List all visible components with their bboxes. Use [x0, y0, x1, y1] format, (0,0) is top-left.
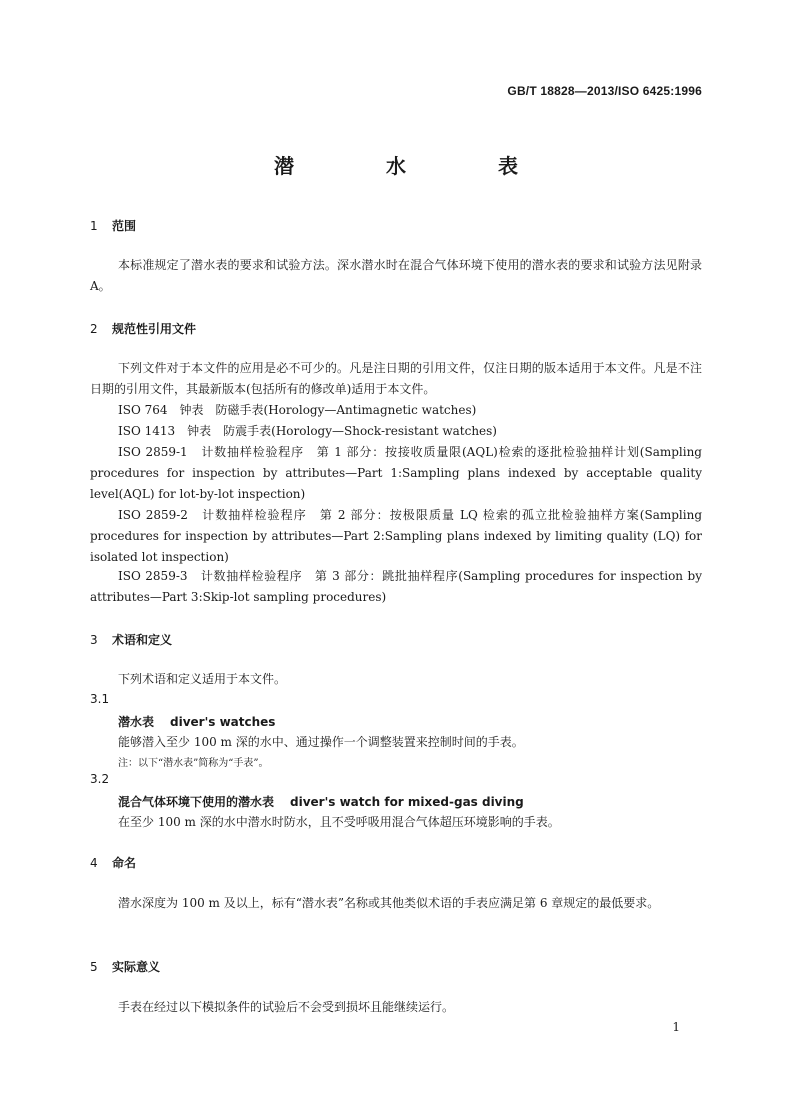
section-title: 实际意义 [112, 960, 161, 974]
section-title: 规范性引用文件 [112, 322, 197, 336]
section-title: 命名 [112, 856, 137, 870]
term-definition: 能够潜入至少 100 m 深的水中、通过操作一个调整装置来控制时间的手表。 [118, 735, 524, 749]
section-2-intro: 下列文件对于本文件的应用是必不可少的。凡是注日期的引用文件，仅注日期的版本适用于本文件。凡是不注日期的引用文件，其最新版本(包括所有的修改单)适用于本文件。 [90, 361, 702, 396]
document-title: 潜 水 表 [274, 154, 554, 178]
term-number: 3.1 [90, 692, 110, 706]
section-3-intro: 下列术语和定义适用于本文件。 [118, 672, 287, 686]
standard-code: GB/T 18828—2013/ISO 6425:1996 [507, 84, 702, 98]
section-3-heading [90, 631, 172, 648]
section-title: 范围 [112, 219, 137, 233]
reference-iso-764: ISO 764 钟表 防磁手表(Horology—Antimagnetic watches) [118, 403, 477, 417]
reference-iso-2859-2: ISO 2859-2 计数抽样检验程序 第 2 部分：按极限质量 LQ 检索的孤立批检验抽样方案(Sampling procedures for inspection by attributes—Part 2:Sampling plans indexed by limiting quality (LQ) for isolated lot inspection) [90, 508, 702, 564]
term-heading [118, 793, 524, 810]
section-title: 术语和定义 [112, 633, 173, 647]
reference-iso-2859-1: ISO 2859-1 计数抽样检验程序 第 1 部分：按接收质量限(AQL)检索的逐批检验抽样计划(Sampling procedures for inspection by attributes—Part 1:Sampling plans indexed by acceptable quality level(AQL) for lot-by-lot inspection) [90, 445, 702, 501]
section-1-body: 本标准规定了潜水表的要求和试验方法。深水潜水时在混合气体环境下使用的潜水表的要求和试验方法见附录 A。 [90, 258, 702, 293]
term-english: diver's watch for mixed-gas diving [290, 795, 524, 809]
section-number: 5 [90, 960, 98, 974]
section-number: 1 [90, 219, 98, 233]
term-definition: 在至少 100 m 深的水中潜水时防水，且不受呼吸用混合气体超压环境影响的手表。 [118, 815, 560, 829]
term-heading [118, 713, 275, 730]
section-5-body: 手表在经过以下模拟条件的试验后不会受到损坏且能继续运行。 [118, 1000, 455, 1014]
page-number: 1 [672, 1020, 680, 1034]
term-note: 注：以下“潜水表”简称为“手表”。 [118, 758, 269, 769]
term-chinese: 混合气体环境下使用的潜水表 [118, 795, 275, 809]
term-english: diver's watches [170, 715, 276, 729]
term-number: 3.2 [90, 772, 110, 786]
term-chinese: 潜水表 [118, 715, 155, 729]
section-5-heading [90, 958, 160, 975]
reference-iso-1413: ISO 1413 钟表 防震手表(Horology—Shock-resistant watches) [118, 424, 497, 438]
section-number: 3 [90, 633, 98, 647]
section-1-heading [90, 217, 136, 234]
section-2-heading [90, 320, 196, 337]
section-4-heading [90, 854, 136, 871]
reference-iso-2859-3: ISO 2859-3 计数抽样检验程序 第 3 部分：跳批抽样程序(Sampling procedures for inspection by attributes—Part 3:Skip-lot sampling procedures) [90, 569, 702, 604]
section-number: 2 [90, 322, 98, 336]
section-4-body: 潜水深度为 100 m 及以上，标有“潜水表”名称或其他类似术语的手表应满足第 6 章规定的最低要求。 [118, 896, 660, 910]
section-number: 4 [90, 856, 98, 870]
